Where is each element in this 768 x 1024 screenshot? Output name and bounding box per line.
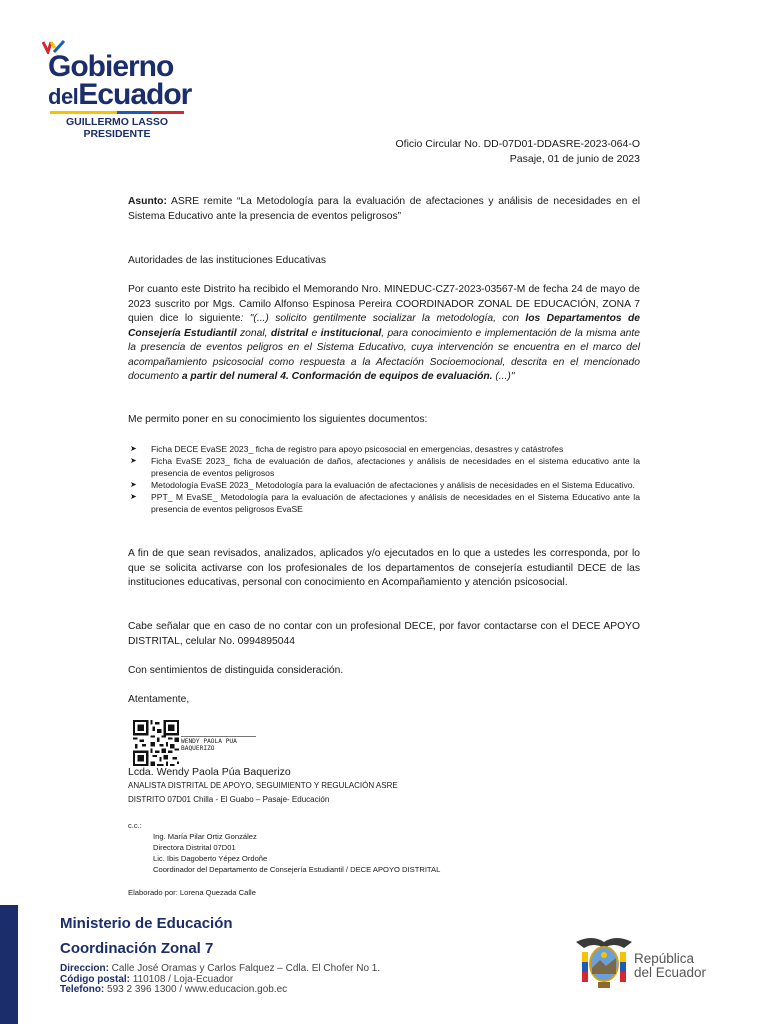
- arrow-bullet-icon: ➤: [130, 456, 137, 465]
- footer-contact: [60, 964, 380, 996]
- paragraph-contact: Cabe señalar que en caso de no contar con un profesional DECE, por favor contactarse con el DECE APOYO DISTRITAL, celular No. 0994895044: [128, 621, 640, 647]
- republica-logo-text: [634, 952, 706, 980]
- para1-and: e: [308, 327, 321, 339]
- list-item: [128, 479, 640, 491]
- coat-of-arms-icon: [572, 930, 636, 994]
- footer-zone: Coordinación Zonal 7: [60, 940, 214, 957]
- arrow-bullet-icon: ➤: [130, 444, 137, 453]
- arrow-bullet-icon: ➤: [130, 492, 137, 501]
- closing-regards: Atentamente,: [128, 694, 190, 705]
- footer-phone: [60, 985, 380, 996]
- para1-intro: Por cuanto este Distrito ha recibido el Memorando Nro. MINEDUC-CZ7-2023-03567-M de fecha 24 de mayo de 2023 suscrito por Mgs. Camilo Alfonso Espinosa Pereira COORDINADOR ZONAL DE EDUCACIÓN, ZONA 7 quien dice lo siguiente: [128, 284, 640, 324]
- cc-list: [153, 831, 440, 875]
- closing-greeting: Con sentimientos de distinguida consideración.: [128, 665, 344, 676]
- para1-numeral: a partir del numeral 4. Conformación de equipos de evaluación.: [181, 371, 493, 382]
- list-item-text: Metodología EvaSE 2023_ Metodología para la evaluación de afectaciones y análisis de necesidades en el Sistema Educativo.: [151, 480, 635, 490]
- cc-label: c.c.:: [128, 821, 142, 830]
- para1-dece: los Departamentos de Consejería Estudiantil: [128, 313, 640, 339]
- signature-line: [181, 736, 256, 737]
- para1-quote-start: : "(...) solicito gentilmente socializar la metodología, con: [240, 313, 526, 324]
- logo-president-title: PRESIDENTE: [83, 128, 151, 140]
- para1-quote-end: (...)": [492, 371, 515, 382]
- list-item-text: PPT_ M EvaSE_ Metodología para la evaluación de afectaciones y análisis de necesidades en el Sistema Educativo ante la presencia de eventos peligrosos EvaSE: [151, 492, 640, 514]
- footer-phone-label: Telefono:: [60, 984, 105, 995]
- qr-code-signature-icon: [133, 720, 179, 766]
- footer-phone-value: 593 2 396 1300 / www.educacion.gob.ec: [104, 984, 288, 995]
- republica-line2: del Ecuador: [634, 965, 707, 980]
- logo-text-ecuador: [48, 80, 191, 112]
- footer-address-label: Direccion:: [60, 963, 109, 974]
- para1-institucional: institucional: [320, 327, 382, 339]
- signer-district: DISTRITO 07D01 Chilla - El Guabo – Pasaje- Educación: [128, 795, 330, 804]
- subject-paragraph: [128, 195, 640, 224]
- subject-label: Asunto:: [128, 196, 167, 207]
- footer-ministry: Ministerio de Educación: [60, 915, 233, 932]
- qr-label-line: BAQUERIZO: [181, 745, 215, 752]
- qr-label-line: WENDY PAOLA PUA: [181, 738, 237, 745]
- republica-line1: República: [634, 951, 695, 966]
- cc-line: Coordinador del Departamento de Consejería Estudiantil / DECE APOYO DISTRITAL: [153, 865, 441, 874]
- documents-intro: Me permito poner en su conocimiento los siguientes documentos:: [128, 414, 428, 425]
- logo-president-name: GUILLERMO LASSO: [65, 116, 169, 128]
- list-item: [128, 443, 640, 455]
- prepared-by: Elaborado por: Lorena Quezada Calle: [128, 888, 256, 897]
- arrow-bullet-icon: ➤: [130, 480, 137, 489]
- logo-text-gobierno: Gobierno: [48, 50, 174, 83]
- cc-line: Lic. Ibis Dagoberto Yépez Ordoñe: [153, 854, 268, 863]
- signer-name: Lcda. Wendy Paola Púa Baquerizo: [128, 766, 291, 778]
- footer-side-bar: [0, 905, 18, 1024]
- footer-address-value: Calle José Oramas y Carlos Falquez – Cdla. El Chofer No 1.: [108, 963, 381, 974]
- cc-line: Ing. María Pilar Ortiz González: [153, 832, 257, 841]
- recipient: Autoridades de las instituciones Educativas: [128, 255, 327, 266]
- signer-role: ANALISTA DISTRITAL DE APOYO, SEGUIMIENTO Y REGULACIÓN ASRE: [128, 781, 398, 790]
- list-item-text: Ficha DECE EvaSE 2023_ ficha de registro para apoyo psicosocial en emergencias, desastres y catástrofes: [151, 444, 564, 454]
- documents-list: [128, 443, 640, 515]
- list-item-text: Ficha EvaSE 2023_ ficha de evaluación de daños, afectaciones y análisis de necesidades en el sistema educativo ante la presencia de eventos peligrosos: [151, 456, 640, 478]
- paragraph-memorando: [128, 283, 640, 385]
- logo-tricolor-bar: [50, 111, 184, 114]
- subject-text: ASRE remite “La Metodología para la evaluación de afectaciones y análisis de necesidades en el Sistema Educativo ante la presencia de eventos peligrosos”: [128, 196, 640, 222]
- logo-text-del: del: [48, 84, 79, 109]
- cc-line: Directora Distrital 07D01: [153, 843, 236, 852]
- logo-text-ecuador-word: Ecuador: [78, 78, 192, 111]
- para1-distrital: distrital: [270, 327, 309, 339]
- footer-postal-label: Código postal:: [60, 973, 130, 985]
- place-date: Pasaje, 01 de junio de 2023: [509, 153, 640, 165]
- list-item: [128, 491, 640, 515]
- oficio-number: Oficio Circular No. DD-07D01-DDASRE-2023-064-O: [395, 138, 640, 150]
- footer-postal-value: 110108 / Loja-Ecuador: [130, 973, 234, 985]
- para1-zonal: zonal,: [236, 327, 271, 339]
- government-logo: [40, 38, 192, 140]
- paragraph-request: A fin de que sean revisados, analizados, aplicados y/o ejecutados en lo que a ustedes les corresponda, por lo que se solicita activarse con los profesionales de los departamentos de consejería estudiantil DECE de las instituciones educativas, personal con conocimiento en Acompañamiento y atención psicosocial.: [128, 548, 640, 588]
- document-reference: [396, 137, 641, 167]
- list-item: [128, 455, 640, 479]
- para1-quote-body: , para conocimiento e implementación de la misma ante la presencia de eventos peligros en el Sistema Educativo, cuya intervención se encuentra en el marco del acompañamiento psicosocial como respuesta a la Afectación Socioemocional, descrita en el mencionado documento: [128, 327, 640, 382]
- qr-signer-label: [181, 738, 237, 752]
